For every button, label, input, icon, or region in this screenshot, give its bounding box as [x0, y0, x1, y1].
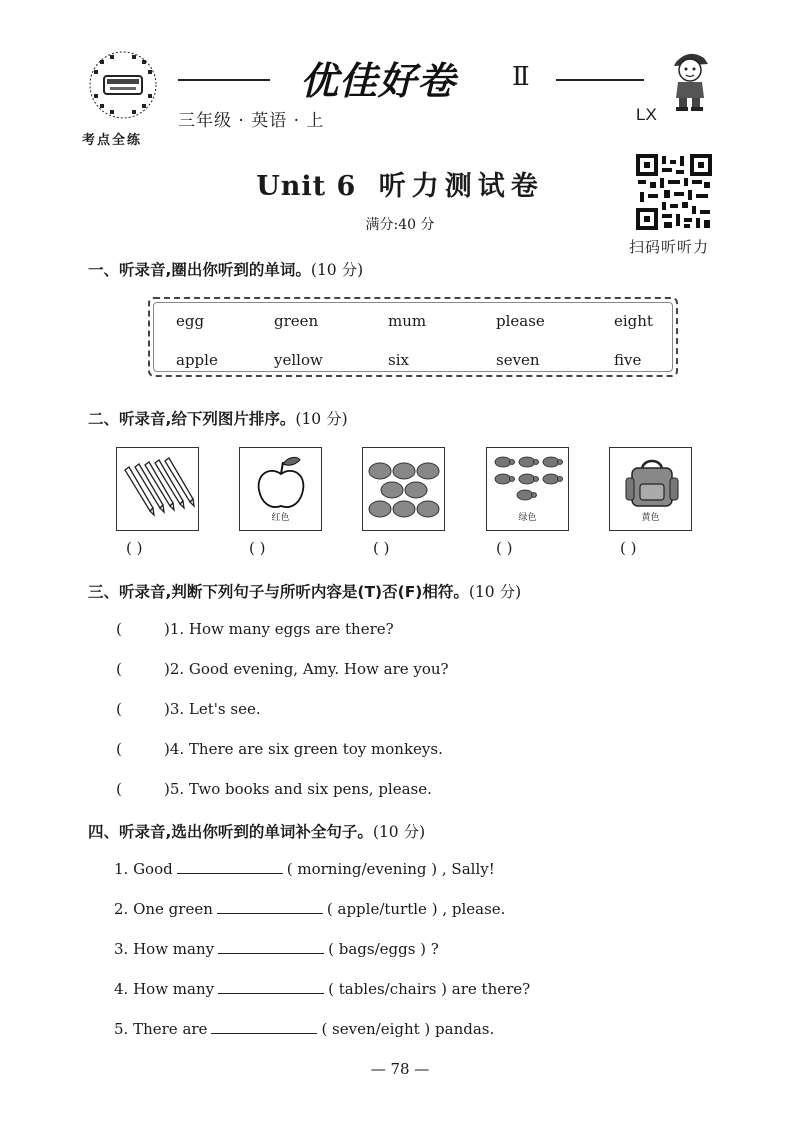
word-eight[interactable]: eight [614, 312, 653, 330]
section3-points: (10 分) [468, 583, 522, 601]
page-number: — 78 — [370, 1060, 430, 1078]
section3-heading-text: 三、听录音,判断下列句子与所听内容是(T)否(F)相符。 [88, 583, 469, 601]
header-line-right [556, 79, 644, 81]
fill-blank-3[interactable] [218, 940, 324, 954]
page-title [0, 164, 800, 203]
fill-item-3: 3. How many ( bags/eggs ) ? [114, 940, 439, 958]
section2-heading-text: 二、听录音,给下列图片排序。 [88, 410, 296, 428]
picture-pencils [116, 447, 199, 531]
word-six[interactable]: six [388, 351, 409, 369]
eggs-icon [363, 448, 446, 532]
fill-item-2: 2. One green ( apple/turtle ) , please. [114, 900, 506, 918]
fill-blank-4[interactable] [218, 980, 324, 994]
section4-points: (10 分) [372, 823, 426, 841]
fill-blank-5[interactable] [211, 1020, 317, 1034]
picture-apple [239, 447, 322, 531]
mascot-boy-icon [664, 48, 714, 112]
tf-item-4[interactable]: ( )4. There are six green toy monkeys. [116, 740, 443, 758]
section1-heading [88, 258, 363, 280]
word-apple[interactable]: apple [176, 351, 218, 369]
word-mum[interactable]: mum [388, 312, 427, 330]
answer-slot-3[interactable]: ( ) [373, 539, 390, 557]
word-yellow[interactable]: yellow [274, 351, 323, 369]
logo-badge-icon [88, 50, 158, 120]
answer-slot-4[interactable]: ( ) [496, 539, 513, 557]
tf-item-3[interactable]: ( )3. Let's see. [116, 700, 261, 718]
qr-label: 扫码听听力 [629, 238, 710, 256]
grade-subject: 三年级 · 英语 · 上 [178, 111, 325, 131]
answer-slot-2[interactable]: ( ) [249, 539, 266, 557]
header-line-left [178, 79, 270, 81]
picture-eggs [362, 447, 445, 531]
title-name: 听力测试卷 [378, 171, 544, 202]
word-box [148, 297, 678, 377]
fill-blank-2[interactable] [217, 900, 323, 914]
section4-heading-text: 四、听录音,选出你听到的单词补全句子。 [88, 823, 373, 841]
full-score: 满分:40 分 [365, 217, 435, 233]
section3-heading [88, 580, 521, 602]
fill-blank-1[interactable] [177, 860, 283, 874]
section4-heading [88, 820, 425, 842]
brand-name: 优佳好卷 [300, 59, 457, 103]
brand-suffix: Ⅱ [512, 62, 530, 92]
edition-code: LX [636, 105, 657, 124]
section2-points: (10 分) [295, 410, 348, 428]
fill-item-1: 1. Good ( morning/evening ) , Sally! [114, 860, 495, 878]
picture-apple-caption: 红色 [271, 513, 290, 523]
tf-item-5[interactable]: ( )5. Two books and six pens, please. [116, 780, 432, 798]
fill-item-5: 5. There are ( seven/eight ) pandas. [114, 1020, 495, 1038]
section1-heading-text: 一、听录音,圈出你听到的单词。 [88, 261, 311, 279]
answer-slot-5[interactable]: ( ) [620, 539, 637, 557]
tf-item-1[interactable]: ( )1. How many eggs are there? [116, 620, 394, 638]
pencils-icon [117, 448, 200, 532]
word-green[interactable]: green [274, 312, 319, 330]
word-seven[interactable]: seven [496, 351, 540, 369]
picture-turtles [486, 447, 569, 531]
title-unit: Unit 6 [256, 171, 357, 202]
logo-label: 考点全练 [82, 133, 143, 148]
picture-bag-caption: 黄色 [641, 513, 660, 523]
word-egg[interactable]: egg [176, 312, 205, 330]
tf-item-2[interactable]: ( )2. Good evening, Amy. How are you? [116, 660, 449, 678]
answer-slot-1[interactable]: ( ) [126, 539, 143, 557]
fill-item-4: 4. How many ( tables/chairs ) are there? [114, 980, 531, 998]
section1-points: (10 分) [310, 261, 364, 279]
section2-heading [88, 407, 348, 429]
picture-bag [609, 447, 692, 531]
word-please[interactable]: please [496, 312, 545, 330]
picture-turtles-caption: 绿色 [518, 513, 537, 523]
word-five[interactable]: five [614, 351, 642, 369]
